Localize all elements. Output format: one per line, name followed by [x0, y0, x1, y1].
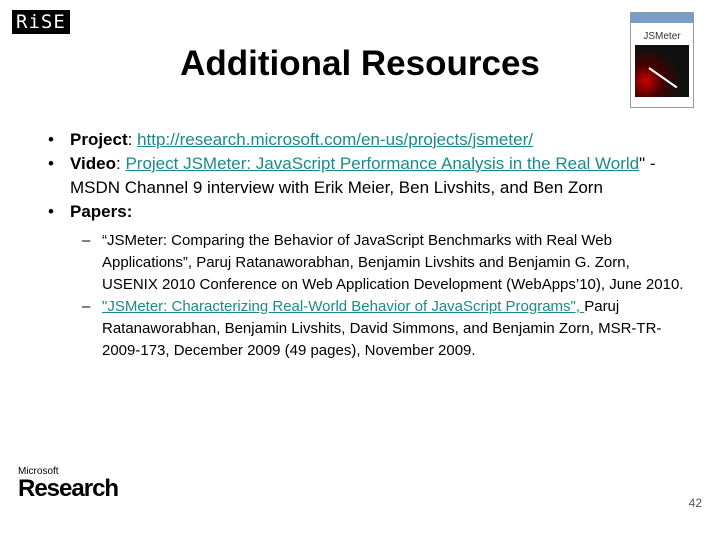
separator: :: [115, 154, 126, 173]
resource-list: [48, 128, 688, 362]
logo-microsoft: Microsoft: [18, 466, 59, 477]
paper-item: [70, 230, 688, 296]
thumbnail-title: JSMeter: [643, 31, 681, 42]
paper-link[interactable]: "JSMeter: Characterizing Real-World Behavior of JavaScript Programs",: [102, 298, 585, 315]
paper-item: [70, 296, 688, 362]
rise-logo: RiSE: [12, 10, 70, 34]
bullet-label: Video: [70, 154, 116, 173]
paper-citation: “JSMeter: Comparing the Behavior of JavaScript Benchmarks with Real Web Applications”, Paruj Ratanaworabhan, Benjamin Livshits and Benjamin G. Zorn, USENIX 2010 Conference on Web Application Development (WebApps’10), June 2010.: [102, 232, 684, 293]
separator: :: [127, 130, 138, 149]
paper-citation: Paruj Ratanaworabhan, Benjamin Livshits, David Simmons, and Benjamin Zorn, MSR-TR-2009-173, December 2009 (49 pages), November 2009.: [102, 298, 662, 359]
video-link[interactable]: Project JSMeter: JavaScript Performance Analysis in the Real World: [125, 154, 640, 173]
page-title: Additional Resources: [180, 44, 540, 83]
bullet-label: Project: [70, 130, 128, 149]
project-link[interactable]: http://research.microsoft.com/en-us/projects/jsmeter/: [137, 130, 533, 149]
papers-list: [70, 230, 688, 362]
microsoft-research-logo: [18, 466, 118, 501]
list-item-project: [48, 128, 688, 152]
bullet-label: Papers:: [70, 202, 133, 221]
speedometer-needle: [648, 67, 677, 88]
speedometer-image: [635, 45, 689, 97]
video-description: " - MSDN Channel 9 interview with Erik Meier, Ben Livshits, and Ben Zorn: [70, 154, 656, 197]
list-item-papers: [48, 200, 688, 362]
list-item-video: [48, 152, 688, 200]
browser-titlebar: [631, 13, 693, 23]
jsmeter-screenshot: [630, 12, 694, 108]
logo-research: Research: [18, 475, 119, 502]
page-number: 42: [688, 496, 702, 510]
